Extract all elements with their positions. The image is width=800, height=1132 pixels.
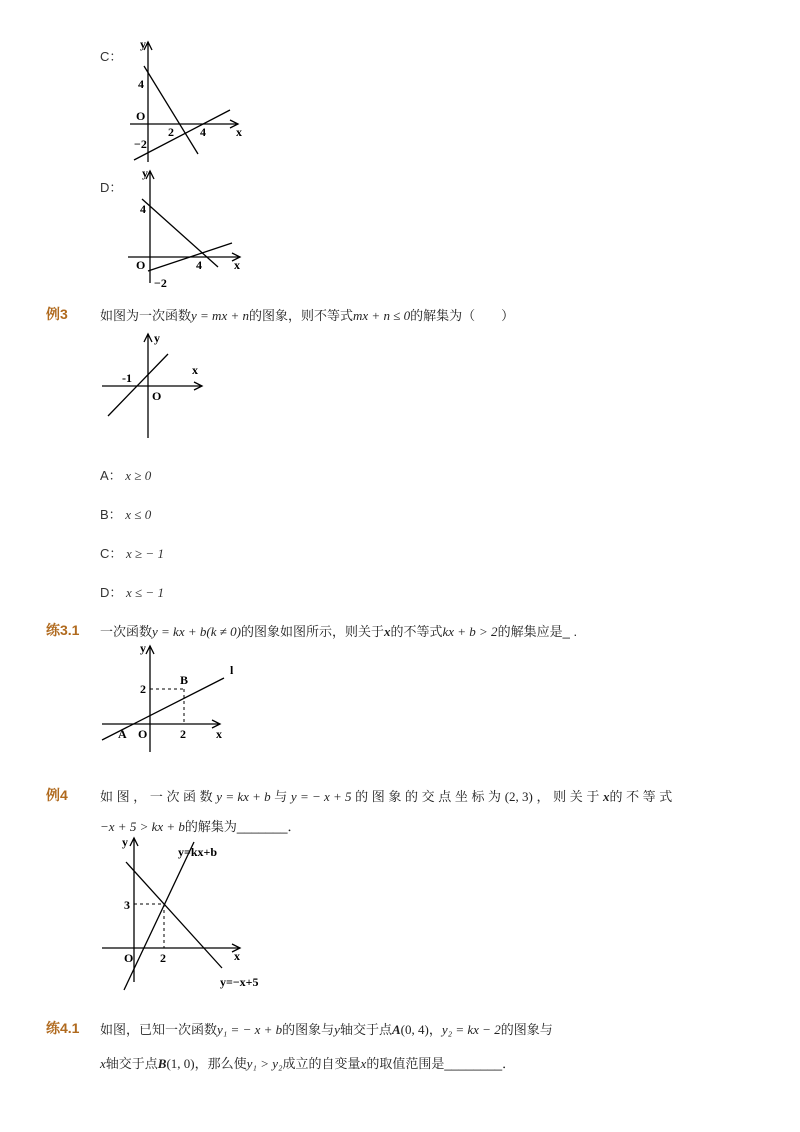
example-4-question-line1: 如 图 ， 一 次 函 数 y = kx + b 与 y = − x + 5 的 图 象 的 交 点 坐 标 为 (2, 3) ， 则 关 于 x的 不 等 式: [100, 789, 673, 804]
pr31-point-a: A: [118, 727, 127, 741]
example-3-option-c[interactable]: C： x ≥ − 1: [100, 546, 164, 561]
fig-c-tick-m2: −2: [134, 137, 147, 151]
example-3-option-b[interactable]: B： x ≤ 0: [100, 507, 152, 522]
pr31-x: x: [216, 727, 222, 741]
pr31-point-b: B: [180, 673, 189, 687]
ex4-tick-3: 3: [124, 898, 130, 912]
example-3-question: 如图为一次函数y = mx + n的图象，则不等式mx + n ≤ 0的解集为（ ）: [100, 308, 515, 323]
practice-3-1-graph: [96, 642, 246, 754]
fig-c-origin: O: [136, 109, 146, 123]
fig-d-x: x: [234, 258, 240, 272]
option-d-graph: [120, 165, 250, 293]
pr31-tick-2y: 2: [140, 682, 146, 696]
example-4-question-line2: −x + 5 > kx + b的解集为_______．: [100, 819, 301, 834]
ex4-origin: O: [124, 951, 134, 965]
example-3-graph: [96, 330, 216, 442]
fig-c-y: y: [140, 37, 146, 51]
example-4-tag: 例4: [46, 787, 68, 803]
example-3-option-d[interactable]: D： x ≤ − 1: [100, 585, 164, 600]
option-d-label: D：: [100, 180, 123, 195]
practice-3-1-question: 一次函数y = kx + b(k ≠ 0)的图象如图所示，则关于x的不等式kx + b > 2的解集应是_ .: [100, 624, 578, 639]
option-c-label: C：: [100, 49, 123, 64]
ex3-x: x: [192, 363, 198, 377]
practice-4-1-tag: 练4.1: [46, 1020, 80, 1036]
practice-4-1-question-line2: x轴交于点B(1, 0)，那么使y₁ > y₂成立的自变量x的取值范围是________．: [100, 1056, 516, 1071]
fig-c-x: x: [236, 125, 242, 139]
pr31-y: y: [140, 642, 146, 655]
fig-d-tick-4x: 4: [196, 258, 202, 272]
ex4-line1-label: y=kx+b: [178, 845, 218, 859]
fig-c-tick-4x: 4: [200, 125, 206, 139]
example-3-tag: 例3: [46, 306, 68, 322]
practice-4-1-question-line1: 如图，已知一次函数y₁ = − x + b的图象与y轴交于点A(0, 4)，y₂ = kx − 2的图象与: [100, 1022, 553, 1037]
practice-3-1-tag: 练3.1: [46, 622, 80, 638]
fig-c-tick-4y: 4: [138, 77, 144, 91]
ex4-line2-label: y=−x+5: [220, 975, 259, 989]
ex4-y: y: [122, 835, 128, 849]
ex3-origin: O: [152, 389, 162, 403]
pr31-tick-2x: 2: [180, 727, 186, 741]
example-4-graph: [96, 832, 266, 992]
fig-d-tick-4y: 4: [140, 202, 146, 216]
ex4-x: x: [234, 949, 240, 963]
fig-d-tick-m2: −2: [154, 276, 167, 290]
fig-d-origin: O: [136, 258, 146, 272]
ex4-tick-2: 2: [160, 951, 166, 965]
pr31-line-l: l: [230, 663, 234, 677]
option-c-graph: [120, 36, 250, 166]
ex3-tick-m1: -1: [122, 371, 132, 385]
example-3-option-a[interactable]: A： x ≥ 0: [100, 468, 152, 483]
fig-c-tick-2: 2: [168, 125, 174, 139]
ex3-y: y: [154, 331, 160, 345]
pr31-origin: O: [138, 727, 148, 741]
fig-d-y: y: [142, 166, 148, 180]
